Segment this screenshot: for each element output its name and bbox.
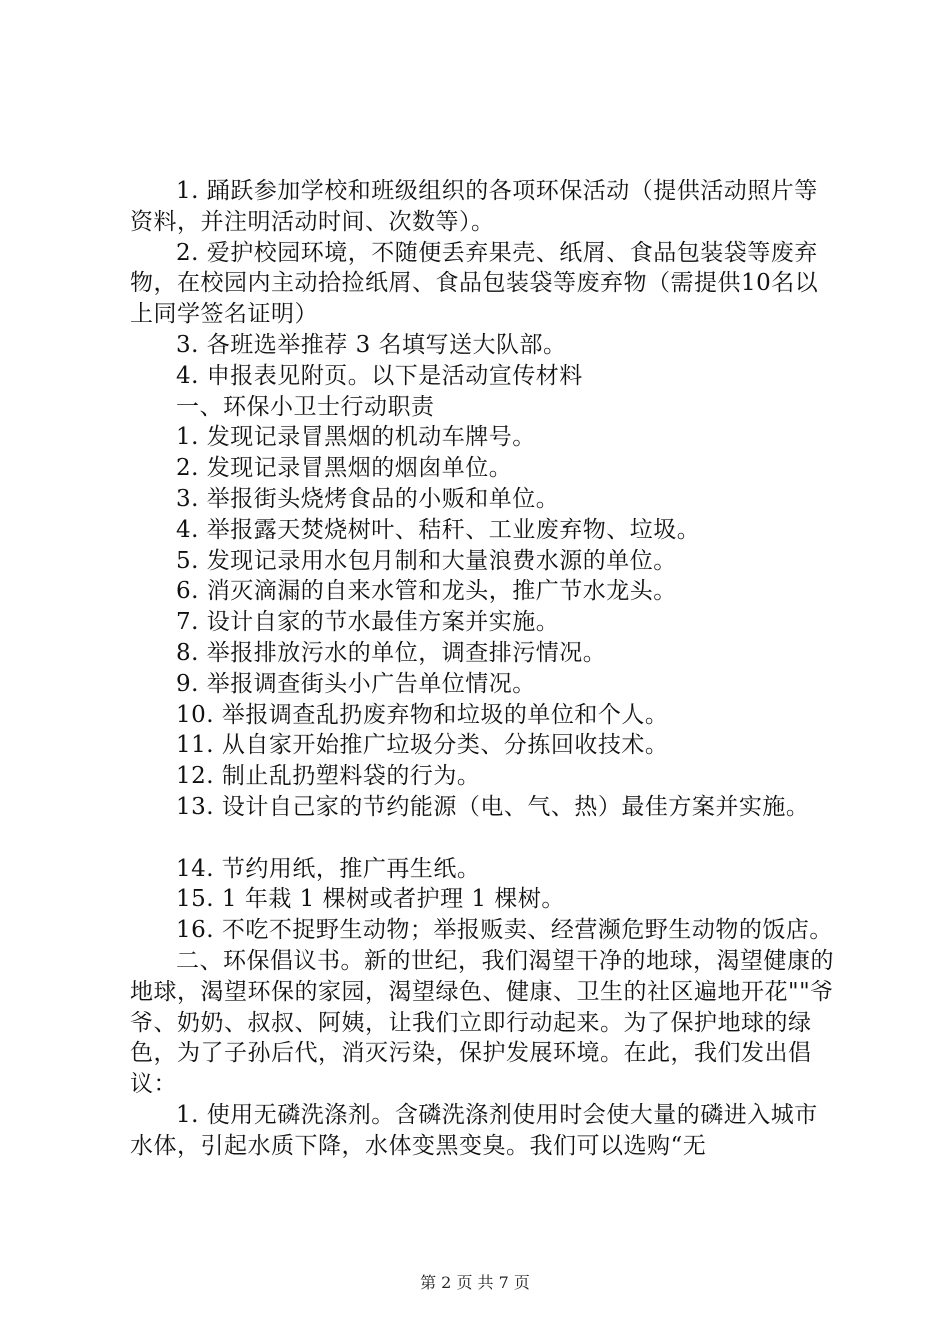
paragraph-4: 4. 申报表见附页。以下是活动宣传材料 xyxy=(176,362,583,389)
section-heading-2: 二、环保倡议书。新的世纪，我们渴望干净的地球，渴望健康的地球，渴望环保的家园，渴望绿色、健康、卫生的社区遍地开花""爷爷、奶奶、叔叔、阿姨，让我们立即行动起来。为了保护地球的绿色，为了子孙后代，消灭污染，保护发展环境。在此，我们发出倡议： xyxy=(130,947,834,1098)
duty-item-6: 6. 消灭滴漏的自来水管和龙头，推广节水龙头。 xyxy=(176,578,677,605)
duty-item-10: 10. 举报调查乱扔废弃物和垃圾的单位和个人。 xyxy=(176,701,669,728)
duty-item-12: 12. 制止乱扔塑料袋的行为。 xyxy=(176,763,481,790)
proposal-item-1: 1. 使用无磷洗涤剂。含磷洗涤剂使用时会使大量的磷进入城市水体，引起水质下降，水体变黑变臭。我们可以选购“无 xyxy=(130,1101,818,1159)
duty-item-11: 11. 从自家开始推广垃圾分类、分拣回收技术。 xyxy=(176,732,669,759)
duty-item-7: 7. 设计自家的节水最佳方案并实施。 xyxy=(176,609,560,636)
duty-item-9: 9. 举报调查街头小广告单位情况。 xyxy=(176,670,536,697)
duty-item-1: 1. 发现记录冒黑烟的机动车牌号。 xyxy=(176,424,536,451)
duty-item-14: 14. 节约用纸，推广再生纸。 xyxy=(176,855,481,882)
paragraph-3: 3. 各班选举推荐 3 名填写送大队部。 xyxy=(176,331,567,358)
paragraph-1: 1. 踊跃参加学校和班级组织的各项环保活动（提供活动照片等资料，并注明活动时间、次数等）。 xyxy=(130,178,818,235)
duty-item-13: 13. 设计自己家的节约能源（电、气、热）最佳方案并实施。 xyxy=(176,793,810,820)
blank-line xyxy=(130,823,840,854)
duty-item-16: 16. 不吃不捉野生动物；举报贩卖、经营濒危野生动物的饭店。 xyxy=(176,917,833,944)
duty-item-3: 3. 举报街头烧烤食品的小贩和单位。 xyxy=(176,485,560,512)
document-body xyxy=(130,176,840,1162)
duty-item-8: 8. 举报排放污水的单位，调查排污情况。 xyxy=(176,639,607,666)
section-heading-1: 一、环保小卫士行动职责 xyxy=(176,393,435,420)
duty-item-15: 15. 1 年栽 1 棵树或者护理 1 棵树。 xyxy=(176,886,565,913)
paragraph-2: 2. 爱护校园环境，不随便丢弃果壳、纸屑、食品包装袋等废弃物，在校园内主动拾捡纸屑、食品包装袋等废弃物（需提供10名以上同学签名证明） xyxy=(130,239,819,328)
duty-item-4: 4. 举报露天焚烧树叶、秸秆、工业废弃物、垃圾。 xyxy=(176,516,701,543)
duty-item-2: 2. 发现记录冒黑烟的烟囱单位。 xyxy=(176,455,513,482)
page-number-footer: 第 2 页 共 7 页 xyxy=(420,1273,530,1292)
duty-item-5: 5. 发现记录用水包月制和大量浪费水源的单位。 xyxy=(176,547,677,574)
